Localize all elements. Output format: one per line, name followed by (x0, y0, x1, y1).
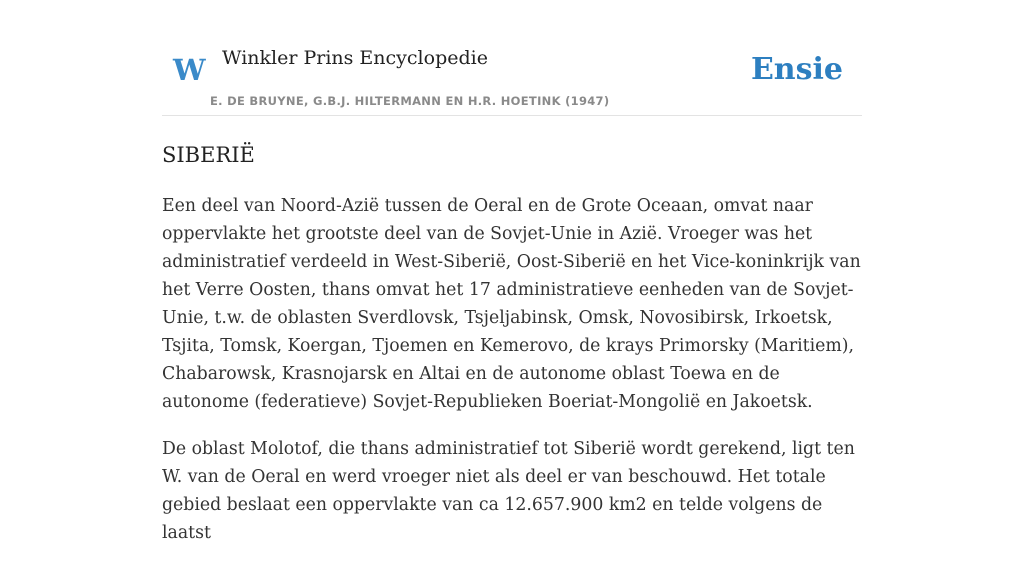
article-title: SIBERIË (162, 143, 255, 167)
article-paragraph: De oblast Molotof, die thans administratief tot Siberië wordt gerekend, ligt ten W. van de Oeral en werd vroeger niet als deel er van beschouwd. Het totale gebied beslaat een oppervlakte van ca 12.657.900 km2 en telde volgens de laatst (162, 439, 855, 543)
article-body (162, 192, 864, 566)
publication-title[interactable]: Winkler Prins Encyclopedie (222, 47, 488, 69)
site-header (162, 0, 862, 116)
publication-logo[interactable]: W (173, 53, 206, 87)
publication-authors: E. DE BRUYNE, G.B.J. HILTERMANN EN H.R. HOETINK (1947) (210, 94, 610, 108)
brand-logo[interactable]: Ensie (750, 52, 843, 87)
article-paragraph: Een deel van Noord-Azië tussen de Oeral en de Grote Oceaan, omvat naar oppervlakte het grootste deel van de Sovjet-Unie in Azië. Vroeger was het administratief verdeeld in West-Siberië, Oost-Siberië en het Vice-koninkrijk van het Verre Oosten, thans omvat het 17 administratieve eenheden van de Sovjet-Unie, t.w. de oblasten Sverdlovsk, Tsjeljabinsk, Omsk, Novosibirsk, Irkoetsk, Tsjita, Tomsk, Koergan, Tjoemen en Kemerovo, de krays Primorsky (Maritiem), Chabarowsk, Krasnojarsk en Altai en de autonome oblast Toewa en de autonome (federatieve) Sovjet-Republieken Boeriat-Mongolië en Jakoetsk. (162, 196, 861, 412)
